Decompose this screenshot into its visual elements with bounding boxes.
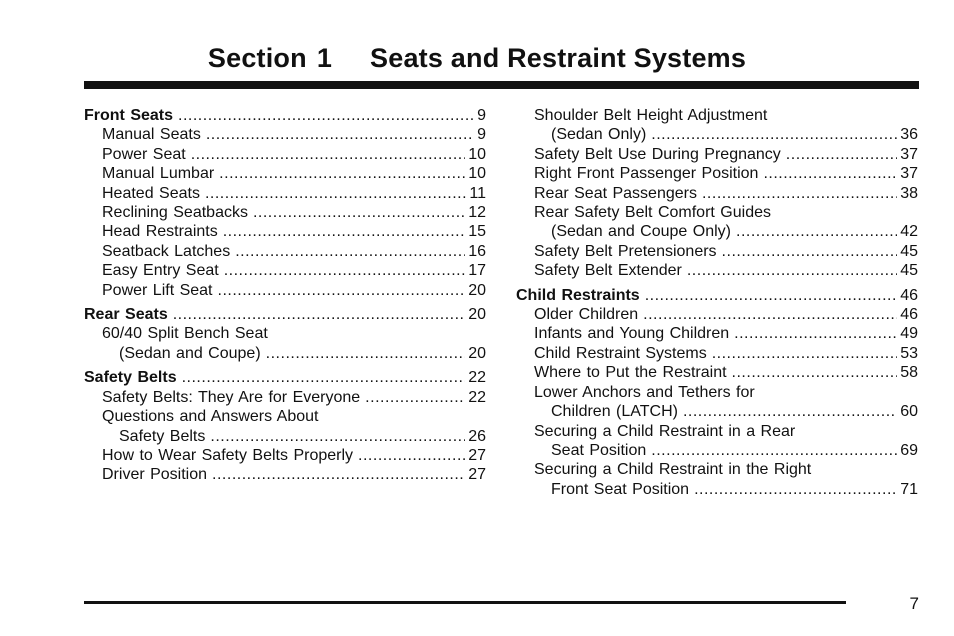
dot-leader xyxy=(365,388,465,407)
dot-leader xyxy=(210,427,465,446)
toc-page-number: 37 xyxy=(900,165,918,183)
toc-page-number: 36 xyxy=(900,126,918,144)
section-label: Section xyxy=(207,43,307,73)
toc-entry xyxy=(84,203,486,222)
toc-page-number: 53 xyxy=(900,344,918,362)
toc-column-left xyxy=(84,106,486,485)
toc-page-number: 20 xyxy=(468,306,486,324)
toc-page-number: 11 xyxy=(469,184,486,202)
toc-section-heading xyxy=(516,286,918,305)
toc-entry xyxy=(516,344,918,363)
toc-entry xyxy=(84,261,486,280)
toc-entry-label: Front Seat Position xyxy=(551,480,690,498)
toc-page-number: 26 xyxy=(468,427,486,445)
dot-leader xyxy=(683,402,897,421)
dot-leader xyxy=(722,242,898,261)
dot-leader xyxy=(712,344,897,363)
dot-leader xyxy=(645,286,898,305)
toc-page-number: 37 xyxy=(900,145,918,163)
toc-entry xyxy=(84,281,486,300)
toc-entry xyxy=(516,480,918,499)
toc-entry xyxy=(84,427,486,446)
toc-section-heading xyxy=(84,368,486,387)
toc-entry-label: Reclining Seatbacks xyxy=(102,204,248,222)
toc-entry-label: Rear Seat Passengers xyxy=(534,184,697,202)
toc-entry-label: Seat Position xyxy=(551,441,647,459)
toc-entry-label: Safety Belts xyxy=(84,369,177,387)
toc-entry xyxy=(516,363,918,382)
toc-entry xyxy=(516,222,918,241)
toc-page-number: 71 xyxy=(900,480,918,498)
toc-page-number: 22 xyxy=(468,388,486,406)
toc-entry-label: Safety Belt Extender xyxy=(534,262,682,280)
dot-leader xyxy=(206,125,474,144)
dot-leader xyxy=(173,305,465,324)
toc-entry-label: Child Restraints xyxy=(516,286,640,304)
dot-leader xyxy=(253,203,465,222)
toc-entry-label: Questions and Answers About xyxy=(102,408,319,426)
toc-entry xyxy=(84,125,486,144)
toc-entry-label: Infants and Young Children xyxy=(534,325,730,343)
toc-section-heading xyxy=(84,305,486,324)
dot-leader xyxy=(182,368,466,387)
toc-entry xyxy=(84,344,486,363)
toc-entry xyxy=(516,402,918,421)
toc-page-number: 42 xyxy=(900,223,918,241)
toc-entry xyxy=(516,305,918,324)
toc-page-number: 9 xyxy=(477,107,486,124)
toc-entry-label: Child Restraint Systems xyxy=(534,344,707,362)
toc-entry-label: Lower Anchors and Tethers for xyxy=(534,383,755,401)
dot-leader xyxy=(358,446,465,465)
dot-leader xyxy=(732,363,898,382)
dot-leader xyxy=(266,344,466,363)
toc-entry-label: Older Children xyxy=(534,306,639,324)
toc-page-number: 20 xyxy=(468,281,486,299)
toc-entry-label: Heated Seats xyxy=(102,184,200,202)
section-number: 1 xyxy=(316,43,333,73)
toc-page-number: 38 xyxy=(900,184,918,202)
toc-entry xyxy=(516,441,918,460)
toc-entry xyxy=(516,261,918,280)
toc-entry xyxy=(84,446,486,465)
toc-page-number: 10 xyxy=(468,145,486,163)
toc-entry-label: Children (LATCH) xyxy=(551,403,678,421)
toc-entry-label: Rear Safety Belt Comfort Guides xyxy=(534,204,771,222)
toc-entry-label: Manual Lumbar xyxy=(102,165,215,183)
dot-leader xyxy=(687,261,897,280)
toc-entry-label: Safety Belts xyxy=(119,427,206,445)
toc-entry-label: Safety Belt Pretensioners xyxy=(534,242,717,260)
toc-entry-label: 60/40 Split Bench Seat xyxy=(102,325,268,343)
toc-entry-label: Rear Seats xyxy=(84,306,168,324)
dot-leader xyxy=(702,184,897,203)
toc-entry xyxy=(516,324,918,343)
dot-leader xyxy=(218,281,466,300)
toc-page-number: 9 xyxy=(477,126,486,144)
toc-page-number: 58 xyxy=(900,364,918,382)
toc-page-number: 60 xyxy=(900,403,918,421)
toc-page-number: 27 xyxy=(468,446,486,464)
dot-leader xyxy=(643,305,897,324)
toc-page-number: 46 xyxy=(900,306,918,324)
toc-entry xyxy=(84,388,486,407)
dot-leader xyxy=(694,480,897,499)
dot-leader xyxy=(786,145,897,164)
toc-section-heading xyxy=(84,106,486,125)
toc-column-right xyxy=(516,106,918,499)
toc-entry-label: Seatback Latches xyxy=(102,242,231,260)
toc-entry-label: Driver Position xyxy=(102,466,208,484)
page-title xyxy=(0,43,954,74)
footer-rule xyxy=(84,601,846,604)
toc-entry-label: How to Wear Safety Belts Properly xyxy=(102,446,354,464)
toc-page-number: 17 xyxy=(468,262,486,280)
dot-leader xyxy=(651,441,897,460)
toc-entry-label: Safety Belts: They Are for Everyone xyxy=(102,388,361,406)
dot-leader xyxy=(205,184,466,203)
dot-leader xyxy=(212,465,465,484)
dot-leader xyxy=(191,145,465,164)
toc-entry xyxy=(516,145,918,164)
toc-entry-label: Right Front Passenger Position xyxy=(534,165,759,183)
toc-page-number: 16 xyxy=(468,242,486,260)
dot-leader xyxy=(734,324,897,343)
toc-entry xyxy=(84,145,486,164)
toc-entry xyxy=(516,242,918,261)
toc-entry xyxy=(84,222,486,241)
toc-entry xyxy=(516,125,918,144)
dot-leader xyxy=(736,222,897,241)
title-rule xyxy=(84,81,919,89)
toc-entry xyxy=(84,465,486,484)
toc-entry-label: Safety Belt Use During Pregnancy xyxy=(534,145,781,163)
toc-entry-label: Securing a Child Restraint in a Rear xyxy=(534,422,796,440)
toc-entry-label: Manual Seats xyxy=(102,126,201,144)
toc-entry xyxy=(84,164,486,183)
dot-leader xyxy=(763,164,897,183)
toc-page-number: 69 xyxy=(900,441,918,459)
dot-leader xyxy=(224,261,465,280)
toc-entry-label: (Sedan Only) xyxy=(551,126,647,144)
toc-entry xyxy=(516,184,918,203)
toc-entry-label: (Sedan and Coupe) xyxy=(119,344,261,362)
dot-leader xyxy=(219,164,465,183)
toc-page-number: 12 xyxy=(468,204,486,222)
toc-entry xyxy=(84,242,486,261)
toc-entry xyxy=(84,184,486,203)
toc-entry-label: Where to Put the Restraint xyxy=(534,364,727,382)
toc-entry-label: Power Seat xyxy=(102,145,186,163)
toc-entry-label: (Sedan and Coupe Only) xyxy=(551,223,731,241)
toc-entry-label: Shoulder Belt Height Adjustment xyxy=(534,107,768,124)
toc-page-number: 22 xyxy=(468,369,486,387)
toc-entry-label: Easy Entry Seat xyxy=(102,262,219,280)
dot-leader xyxy=(223,222,465,241)
toc-entry-label: Power Lift Seat xyxy=(102,281,213,299)
toc-page-number: 49 xyxy=(900,325,918,343)
toc-page-number: 45 xyxy=(900,262,918,280)
toc-entry xyxy=(516,164,918,183)
dot-leader xyxy=(178,106,474,125)
section-title: Seats and Restraint Systems xyxy=(370,43,747,73)
toc-page-number: 46 xyxy=(900,286,918,304)
toc-page-number: 45 xyxy=(900,242,918,260)
toc-entry-label: Head Restraints xyxy=(102,223,218,241)
toc-page-number: 20 xyxy=(468,344,486,362)
toc-page-number: 10 xyxy=(468,165,486,183)
toc-entry-label: Securing a Child Restraint in the Right xyxy=(534,461,812,479)
toc-entry-label: Front Seats xyxy=(84,107,174,124)
toc-page-number: 27 xyxy=(468,466,486,484)
page-number: 7 xyxy=(909,594,919,613)
dot-leader xyxy=(235,242,465,261)
dot-leader xyxy=(651,125,897,144)
toc-page-number: 15 xyxy=(468,223,486,241)
